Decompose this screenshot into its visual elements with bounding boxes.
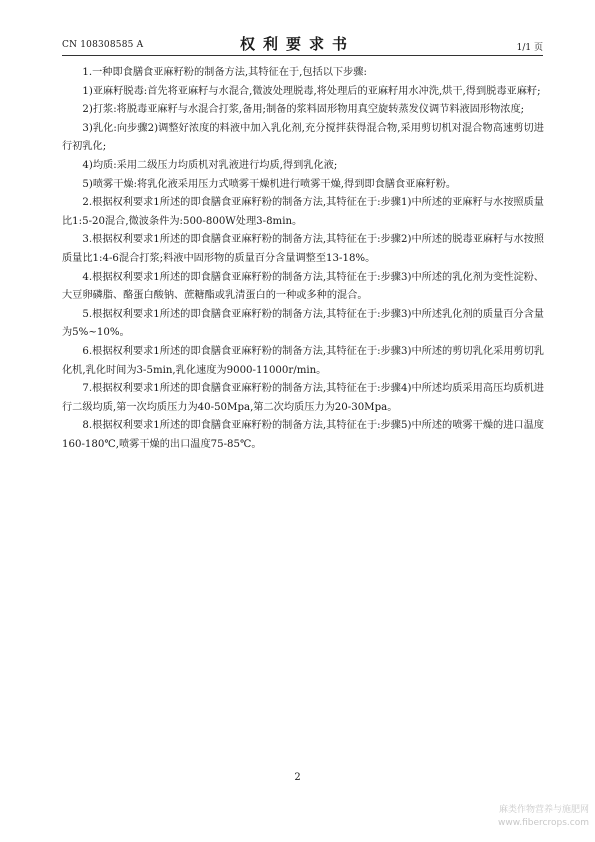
claim-paragraph: 6.根据权利要求1所述的即食膳食亚麻籽粉的制备方法,其特征在于:步骤3)中所述的剪切乳化采用剪切乳化机,乳化时间为3-5min,乳化速度为9000-11000r/min。 bbox=[62, 345, 544, 376]
claim-paragraph: 5.根据权利要求1所述的即食膳食亚麻籽粉的制备方法,其特征在于:步骤3)中所述乳化剂的质量百分含量为5%~10%。 bbox=[62, 308, 544, 339]
page-number: 2 bbox=[294, 772, 301, 783]
page-indicator: 1/1 页 bbox=[516, 43, 543, 53]
claim-step-paragraph: 4)均质:采用二级压力均质机对乳液进行均质,得到乳化液; bbox=[82, 159, 338, 171]
claim-step-paragraph: 5)喷雾干燥:将乳化液采用压力式喷雾干燥机进行喷雾干燥,得到即食膳食亚麻籽粉。 bbox=[82, 178, 457, 190]
claim-paragraph: 1.一种即食膳食亚麻籽粉的制备方法,其特征在于,包括以下步骤: bbox=[82, 67, 367, 78]
claim-paragraph: 4.根据权利要求1所述的即食膳食亚麻籽粉的制备方法,其特征在于:步骤3)中所述的乳化剂为变性淀粉、大豆卵磷脂、酪蛋白酸钠、蔗糖酯或乳清蛋白的一种或多种的混合。 bbox=[62, 271, 544, 302]
document-title: 权利要求书 bbox=[239, 35, 355, 53]
claim-paragraph: 8.根据权利要求1所述的即食膳食亚麻籽粉的制备方法,其特征在于:步骤5)中所述的喷雾干燥的进口温度160-180℃,喷雾干燥的出口温度75-85℃。 bbox=[62, 420, 544, 450]
watermark-url: www.fibercrops.com bbox=[498, 818, 589, 828]
header-divider bbox=[62, 55, 543, 56]
watermark-line: 麻类作物营养与施肥网 bbox=[498, 805, 589, 815]
claim-paragraph: 7.根据权利要求1所述的即食膳食亚麻籽粉的制备方法,其特征在于:步骤4)中所述均质采用高压均质机进行二级均质,第一次均质压力为40-50Mpa,第二次均质压力为20-30Mpa。 bbox=[62, 383, 544, 413]
claim-paragraph: 3.根据权利要求1所述的即食膳食亚麻籽粉的制备方法,其特征在于:步骤2)中所述的脱毒亚麻籽与水按照质量比1:4-6混合打浆;料液中固形物的质量百分含量调整至13-18%。 bbox=[62, 234, 544, 264]
claim-step-paragraph: 3)乳化:向步骤2)调整好浓度的料液中加入乳化剂,充分搅拌获得混合物,采用剪切机对混合物高速剪切进行初乳化; bbox=[62, 122, 544, 153]
site-watermark bbox=[498, 804, 589, 830]
claim-step-paragraph: 1)亚麻籽脱毒:首先将亚麻籽与水混合,微波处理脱毒,将处理后的亚麻籽用水冲洗,烘干,得到脱毒亚麻籽; bbox=[82, 85, 541, 97]
patent-number: CN 108308585 A bbox=[62, 40, 144, 50]
claims-body bbox=[62, 64, 544, 454]
claim-paragraph: 2.根据权利要求1所述的即食膳食亚麻籽粉的制备方法,其特征在于:步骤1)中所述的亚麻籽与水按照质量比1:5-20混合,微波条件为:500-800W处理3-8min。 bbox=[62, 197, 544, 227]
claim-step-paragraph: 2)打浆:将脱毒亚麻籽与水混合打浆,备用;制备的浆料固形物用真空旋转蒸发仪调节料液固形物浓度; bbox=[82, 104, 525, 116]
